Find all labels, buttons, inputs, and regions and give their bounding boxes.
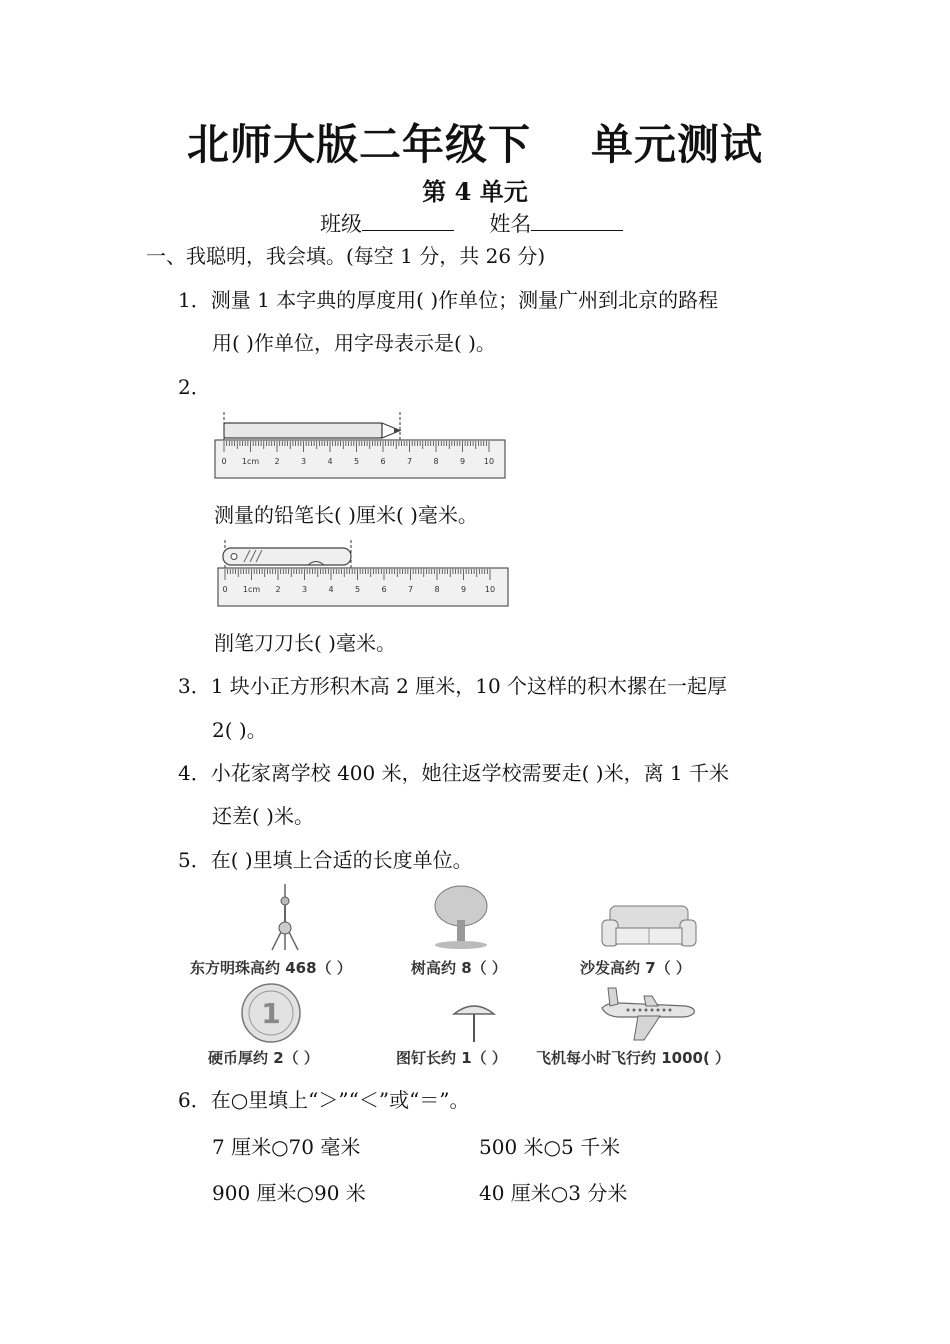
ruler-tick-label: 7 xyxy=(406,457,413,466)
q6-line: 6．在○里填上“＞”“＜”或“＝”。 xyxy=(178,1088,470,1112)
ruler-tick-label: 10 xyxy=(483,457,495,466)
q5-line: 5．在( )里填上合适的长度单位。 xyxy=(178,848,473,872)
q5-item-tree: 树高约 8（ ） xyxy=(411,959,507,977)
ruler-tick-label: 0 xyxy=(222,585,228,594)
q6-item-3: 900 厘米○90 米 xyxy=(212,1181,366,1205)
tree-icon xyxy=(432,884,490,950)
ruler-tick-label: 2 xyxy=(274,457,280,466)
q1-line2: 用( )作单位，用字母表示是( )。 xyxy=(212,331,496,355)
ruler-tick-label: 3 xyxy=(300,457,307,466)
ruler-tick-label: 5 xyxy=(354,585,361,594)
ruler-tick-label: 1cm xyxy=(241,457,260,466)
svg-text:1: 1 xyxy=(261,997,281,1030)
section-heading: 一、我聪明，我会填。(每空 1 分，共 26 分) xyxy=(146,244,546,268)
name-label: 姓名 xyxy=(489,212,532,236)
class-label: 班级 xyxy=(320,212,362,236)
page-title xyxy=(0,112,950,172)
airplane-icon xyxy=(598,986,698,1042)
class-name-line xyxy=(320,208,623,238)
ruler-tick-label: 4 xyxy=(327,457,333,466)
knife-icon xyxy=(223,548,351,565)
q2-knife-text: 削笔刀刀长( )毫米。 xyxy=(214,631,396,655)
q1-line1: 1．测量 1 本字典的厚度用( )作单位；测量广州到北京的路程 xyxy=(178,288,719,312)
q5-item-coin: 硬币厚约 2（ ） xyxy=(208,1049,319,1067)
ruler-tick-label: 4 xyxy=(328,585,334,594)
pencil-icon xyxy=(224,423,400,438)
q3-line2: 2( )。 xyxy=(212,718,267,742)
q5-item-pushpin: 图钉长约 1（ ） xyxy=(396,1049,507,1067)
ruler-tick-label: 1cm xyxy=(242,585,261,594)
q5-item-tower: 东方明珠高约 468（ ） xyxy=(190,959,352,977)
class-blank[interactable] xyxy=(362,210,454,231)
q4-line2: 还差( )米。 xyxy=(212,804,314,828)
ruler-tick-label: 2 xyxy=(275,585,281,594)
name-blank[interactable] xyxy=(531,210,623,231)
q5-item-sofa: 沙发高约 7（ ） xyxy=(580,959,691,977)
title-right: 单元测试 xyxy=(591,120,764,169)
ruler-tick-label: 7 xyxy=(407,585,414,594)
q6-item-1: 7 厘米○70 毫米 xyxy=(212,1135,361,1159)
unit-subtitle: 第 4 单元 xyxy=(422,177,528,206)
q6-item-4: 40 厘米○3 分米 xyxy=(479,1181,628,1205)
ruler-tick-label: 10 xyxy=(484,585,496,594)
ruler-tick-label: 9 xyxy=(459,457,466,466)
ruler-tick-label: 6 xyxy=(381,585,387,594)
sofa-icon xyxy=(600,902,698,952)
q4-line1: 4．小花家离学校 400 米，她往返学校需要走( )米，离 1 千米 xyxy=(178,761,730,785)
ruler-tick-label: 6 xyxy=(380,457,386,466)
ruler-tick-label: 8 xyxy=(434,585,440,594)
title-left: 北师大版二年级下 xyxy=(186,120,531,169)
q2-number: 2． xyxy=(178,375,211,399)
ruler-tick-label: 9 xyxy=(460,585,467,594)
ruler-tick-label: 3 xyxy=(301,585,308,594)
q6-item-2: 500 米○5 千米 xyxy=(479,1135,621,1159)
q5-item-airplane: 飞机每小时飞行约 1000( ） xyxy=(536,1049,731,1067)
ruler-tick-label: 5 xyxy=(353,457,360,466)
q2-pencil-text: 测量的铅笔长( )厘米( )毫米。 xyxy=(214,503,478,527)
ruler-tick-label: 0 xyxy=(221,457,227,466)
coin-icon xyxy=(240,982,302,1044)
q3-line1: 3．1 块小正方形积木高 2 厘米，10 个这样的积木摞在一起厚 xyxy=(178,674,728,698)
pushpin-icon xyxy=(452,1000,496,1044)
tower-icon xyxy=(268,884,302,952)
ruler-tick-label: 8 xyxy=(433,457,439,466)
ruler-pencil-figure xyxy=(205,410,515,482)
ruler-knife-figure xyxy=(208,538,518,610)
